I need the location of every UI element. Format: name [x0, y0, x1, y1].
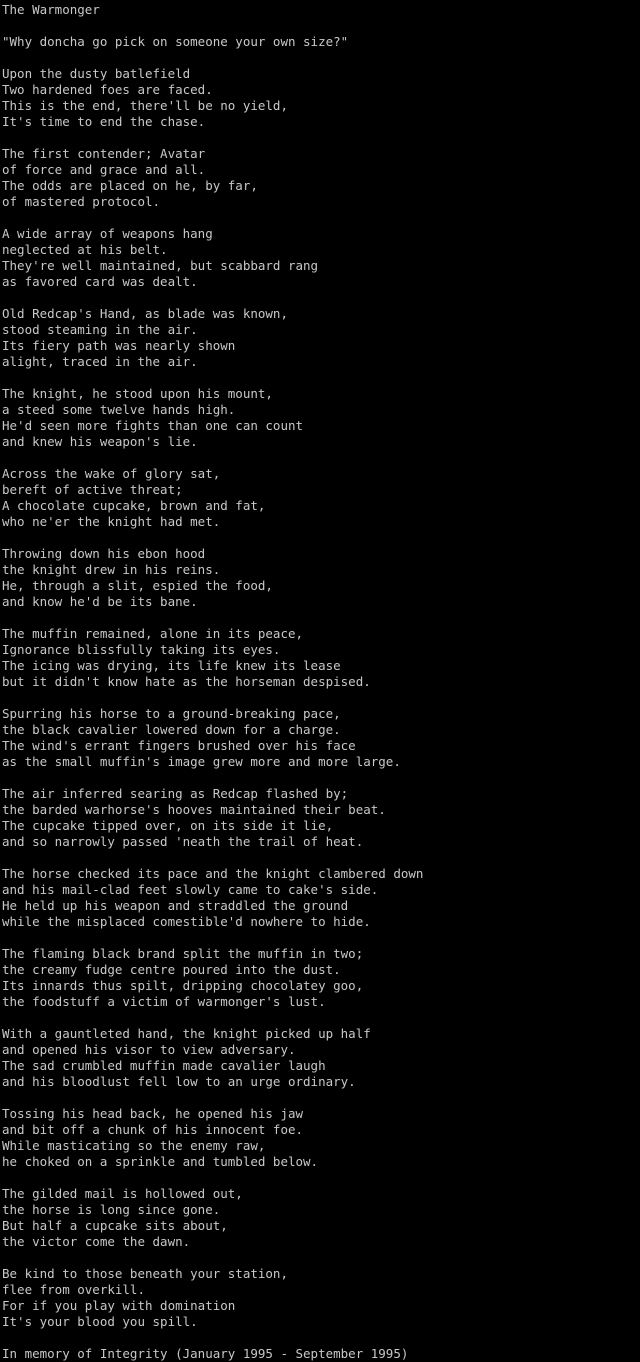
blank-line [2, 1330, 640, 1346]
poem-line: The sad crumbled muffin made cavalier laugh [2, 1058, 326, 1073]
blank-line [2, 930, 640, 946]
blank-line [2, 210, 640, 226]
poem-line: Its fiery path was nearly shown [2, 338, 236, 353]
poem-line: the knight drew in his reins. [2, 562, 221, 577]
poem-line: and knew his weapon's lie. [2, 434, 198, 449]
blank-line [2, 450, 640, 466]
poem-line: The muffin remained, alone in its peace, [2, 626, 304, 641]
poem-line: It's your blood you spill. [2, 1314, 198, 1329]
blank-line [2, 18, 640, 34]
poem-line: He, through a slit, espied the food, [2, 578, 273, 593]
poem-line: he choked on a sprinkle and tumbled below. [2, 1154, 319, 1169]
poem-line: and his bloodlust fell low to an urge ordinary. [2, 1074, 356, 1089]
poem-line: The cupcake tipped over, on its side it lie, [2, 818, 334, 833]
blank-line [2, 690, 640, 706]
blank-line [2, 290, 640, 306]
poem-line: Tossing his head back, he opened his jaw [2, 1106, 304, 1121]
poem-line: The odds are placed on he, by far, [2, 178, 258, 193]
poem-line: They're well maintained, but scabbard rang [2, 258, 319, 273]
poem-title-line: The Warmonger [2, 2, 100, 17]
blank-line [2, 370, 640, 386]
poem-line: the victor come the dawn. [2, 1234, 191, 1249]
blank-line [2, 1250, 640, 1266]
poem-line: It's time to end the chase. [2, 114, 206, 129]
poem-line: He held up his weapon and straddled the ground [2, 898, 349, 913]
poem-line: For if you play with domination [2, 1298, 236, 1313]
poem-line: of force and grace and all. [2, 162, 206, 177]
poem-line: Its innards thus spilt, dripping chocolatey goo, [2, 978, 364, 993]
poem-line: and so narrowly passed 'neath the trail of heat. [2, 834, 364, 849]
poem-line: "Why doncha go pick on someone your own size?" [2, 34, 349, 49]
poem-line: and know he'd be its bane. [2, 594, 198, 609]
blank-line [2, 1090, 640, 1106]
blank-line [2, 610, 640, 626]
poem-line: In memory of Integrity (January 1995 - September 1995) [2, 1346, 409, 1361]
blank-line [2, 530, 640, 546]
poem-line: flee from overkill. [2, 1282, 145, 1297]
blank-line [2, 1170, 640, 1186]
poem-line: the horse is long since gone. [2, 1202, 221, 1217]
blank-line [2, 1010, 640, 1026]
poem-line: bereft of active threat; [2, 482, 183, 497]
poem-line: alight, traced in the air. [2, 354, 198, 369]
poem-line: and opened his visor to view adversary. [2, 1042, 296, 1057]
poem-line: Be kind to those beneath your station, [2, 1266, 288, 1281]
poem-line: The icing was drying, its life knew its lease [2, 658, 341, 673]
poem-line: and bit off a chunk of his innocent foe. [2, 1122, 304, 1137]
poem-line: Ignorance blissfully taking its eyes. [2, 642, 281, 657]
poem-line: The horse checked its pace and the knight clambered down [2, 866, 424, 881]
blank-line [2, 850, 640, 866]
poem-line: a steed some twelve hands high. [2, 402, 236, 417]
poem-line: The knight, he stood upon his mount, [2, 386, 273, 401]
poem-line: stood steaming in the air. [2, 322, 198, 337]
poem-line: He'd seen more fights than one can count [2, 418, 304, 433]
poem-line: The gilded mail is hollowed out, [2, 1186, 243, 1201]
poem-line: A chocolate cupcake, brown and fat, [2, 498, 266, 513]
poem-line: Spurring his horse to a ground-breaking pace, [2, 706, 341, 721]
poem-line: the barded warhorse's hooves maintained their beat. [2, 802, 386, 817]
poem-line: Two hardened foes are faced. [2, 82, 213, 97]
poem-line: This is the end, there'll be no yield, [2, 98, 288, 113]
poem-line: and his mail-clad feet slowly came to cake's side. [2, 882, 379, 897]
poem-line: of mastered protocol. [2, 194, 161, 209]
poem-line: While masticating so the enemy raw, [2, 1138, 266, 1153]
poem-line: the foodstuff a victim of warmonger's lust. [2, 994, 326, 1009]
poem-line: A wide array of weapons hang [2, 226, 213, 241]
poem-line: as favored card was dealt. [2, 274, 198, 289]
poem-line: The wind's errant fingers brushed over his face [2, 738, 356, 753]
poem-line: The flaming black brand split the muffin in two; [2, 946, 364, 961]
poem-line: neglected at his belt. [2, 242, 168, 257]
poem-line: Throwing down his ebon hood [2, 546, 206, 561]
poem-line: But half a cupcake sits about, [2, 1218, 228, 1233]
poem-line: who ne'er the knight had met. [2, 514, 221, 529]
blank-line [2, 130, 640, 146]
poem-line: The first contender; Avatar [2, 146, 206, 161]
poem-line: The air inferred searing as Redcap flashed by; [2, 786, 349, 801]
poem-line: as the small muffin's image grew more and more large. [2, 754, 401, 769]
poem-line: Upon the dusty batlefield [2, 66, 191, 81]
poem-line: the creamy fudge centre poured into the dust. [2, 962, 341, 977]
poem-line: With a gauntleted hand, the knight picked up half [2, 1026, 371, 1041]
poem-line: while the misplaced comestible'd nowhere to hide. [2, 914, 371, 929]
poem-line: but it didn't know hate as the horseman despised. [2, 674, 371, 689]
blank-line [2, 50, 640, 66]
blank-line [2, 770, 640, 786]
poem-line: the black cavalier lowered down for a charge. [2, 722, 341, 737]
poem-line: Across the wake of glory sat, [2, 466, 221, 481]
poem-line: Old Redcap's Hand, as blade was known, [2, 306, 288, 321]
